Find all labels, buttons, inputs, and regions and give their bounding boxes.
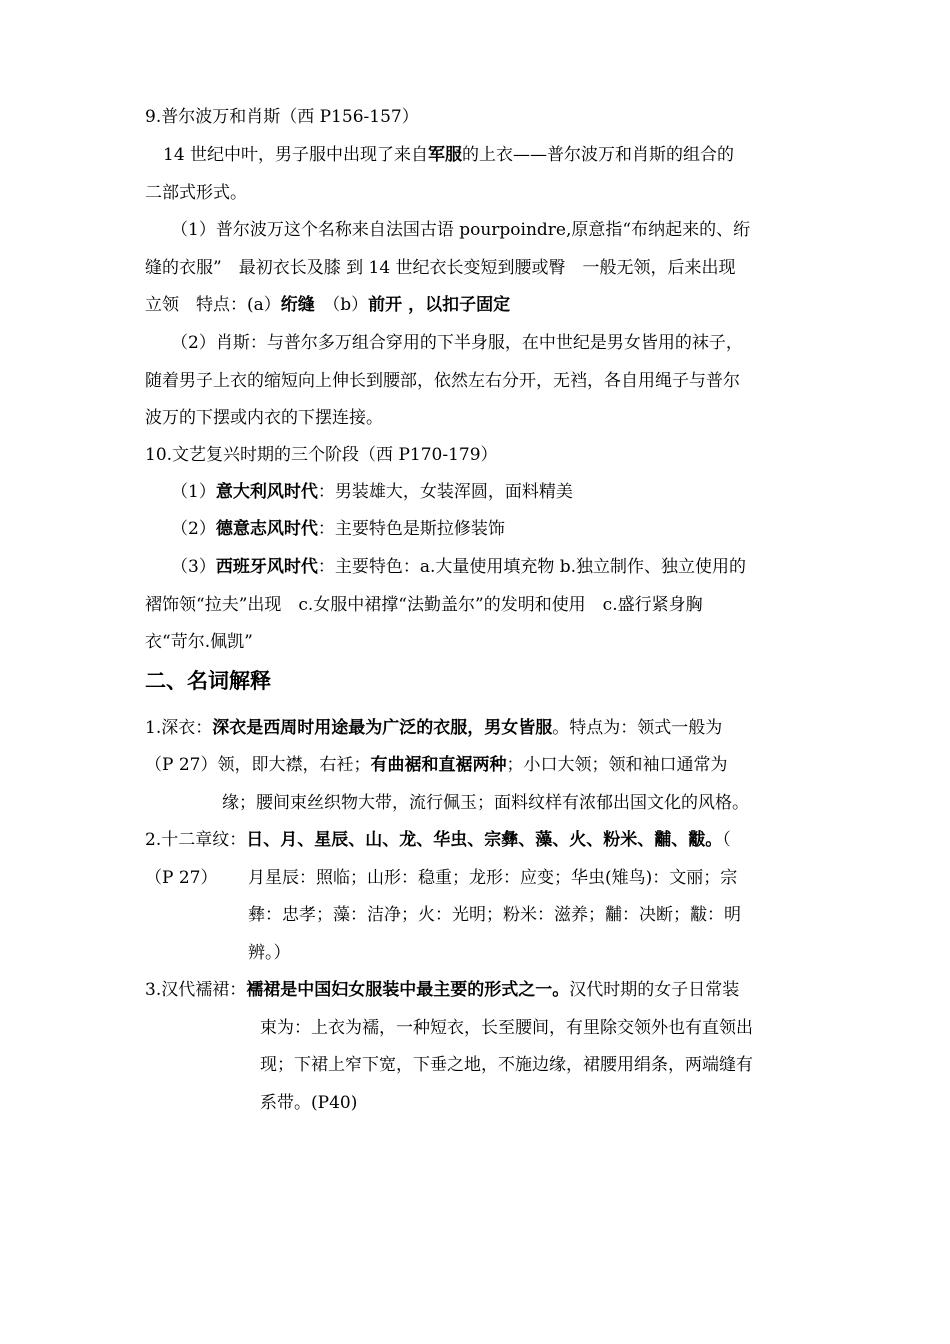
term-3-line2: 束为：上衣为襦，一种短衣，长至腰间，有里除交领外也有直领出	[260, 1018, 753, 1038]
item-10-sub1	[171, 480, 573, 504]
item-10-sub2	[171, 517, 505, 541]
section-heading: 二、名词解释	[145, 668, 271, 693]
item-9-p1-line3	[145, 293, 510, 317]
item-9-intro-line1	[163, 143, 734, 167]
text: （1）	[171, 482, 216, 502]
bold-text: 军服	[428, 145, 463, 165]
term-2-ref: （P 27）	[145, 868, 218, 888]
item-10-sub3-line2: 褶饰领“拉夫”出现 c.女服中裙撑“法勤盖尔”的发明和使用 c.盛行紧身胸	[145, 595, 703, 615]
item-9-title: 9.普尔波万和肖斯（西 P156-157）	[145, 107, 419, 127]
text: （b）	[314, 295, 369, 315]
item-9-p2-line2: 随着男子上衣的缩短向上伸长到腰部，依然左右分开，无裆，各自用绳子与普尔	[145, 371, 740, 391]
page-ref: （P 27）	[145, 755, 218, 775]
bold-text: 日、月、星辰、山、龙、华虫、宗彝、藻、火、粉米、黼、黻。	[246, 830, 723, 850]
term-2-line3: 彝：忠孝；藻：洁净；火：光明；粉米：滋养；黼：决断；黻：明	[248, 905, 741, 925]
item-10-sub3-line1	[171, 555, 746, 579]
term-3-line1	[145, 978, 739, 1002]
text: ：主要特色是斯拉修装饰	[317, 519, 505, 539]
term-label: 2.十二章纹：	[145, 830, 247, 850]
bold-text: 绗缝	[280, 295, 315, 315]
item-10-sub3-line3: 衣“苛尔.佩凯”	[145, 632, 253, 652]
text: ；小口大领；领和袖口通常为	[506, 755, 728, 775]
text: 。特点为：领式一般为	[552, 718, 723, 738]
text: 14 世纪中叶，男子服中出现了来自	[163, 145, 429, 165]
bold-text: 意大利风时代	[215, 482, 318, 502]
item-9-intro-line2: 二部式形式。	[145, 183, 247, 203]
term-2-line4: 辨。）	[248, 943, 291, 963]
bold-text: 前开 ，以扣子固定	[368, 295, 511, 315]
bold-text: 深衣是西周时用途最为广泛的衣服，男女皆服	[212, 718, 553, 738]
term-1-line2	[145, 753, 727, 777]
text: 立领 特点：(a）	[145, 295, 281, 315]
item-9-p2-line3: 波万的下摆或内衣的下摆连接。	[145, 408, 383, 428]
term-3-line4: 系带。(P40)	[260, 1093, 358, 1113]
term-label: 3.汉代襦裙：	[145, 980, 247, 1000]
bold-text: 有曲裾和直裾两种	[370, 755, 507, 775]
item-9-p1-line1: （1）普尔波万这个名称来自法国古语 pourpoindre,原意指“布纳起来的、绗	[171, 220, 751, 240]
term-1-line1	[145, 716, 722, 740]
bold-text: 德意志风时代	[215, 519, 318, 539]
text: 汉代时期的女子日常装	[569, 980, 740, 1000]
term-label: 1.深衣：	[145, 718, 213, 738]
term-3-line3: 现；下裙上窄下宽，下垂之地，不施边缘，裙腰用绢条，两端缝有	[260, 1055, 753, 1075]
bold-text: 襦裙是中国妇女服装中最主要的形式之一。	[246, 980, 570, 1000]
term-2-line1	[145, 828, 731, 852]
item-10-title: 10.文艺复兴时期的三个阶段（西 P170-179）	[145, 445, 498, 465]
term-2-line2: 月星辰：照临；山形：稳重；龙形：应变；华虫(雉鸟)：文丽；宗	[248, 868, 738, 888]
text: （	[722, 830, 731, 850]
bold-text: 西班牙风时代	[215, 557, 318, 577]
text: ：男装雄大，女装浑圆，面料精美	[317, 482, 573, 502]
text: ：主要特色：a.大量使用填充物 b.独立制作、独立使用的	[317, 557, 747, 577]
text: （2）	[171, 519, 216, 539]
item-9-p2-line1: （2）肖斯：与普尔多万组合穿用的下半身服，在中世纪是男女皆用的袜子，	[171, 333, 743, 353]
text: （3）	[171, 557, 216, 577]
term-1-line3: 缘；腰间束丝织物大带，流行佩玉；面料纹样有浓郁出国文化的风格。	[222, 793, 749, 813]
text: 领，即大襟，右衽；	[217, 755, 371, 775]
item-9-p1-line2: 缝的衣服” 最初衣长及膝 到 14 世纪衣长变短到腰或臀 一般无领，后来出现	[145, 258, 736, 278]
text: 的上衣——普尔波万和肖斯的组合的	[462, 145, 735, 165]
